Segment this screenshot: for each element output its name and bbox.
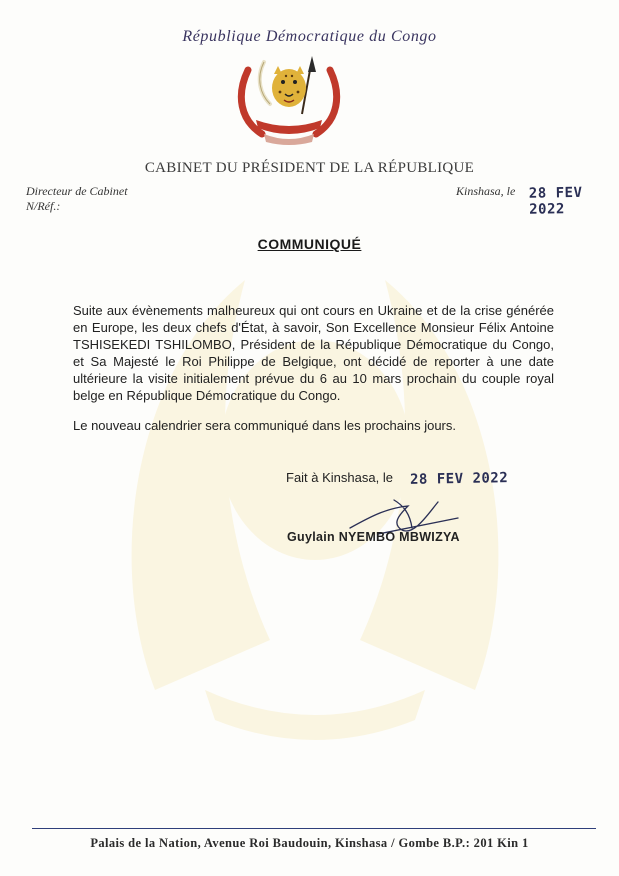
body-paragraph: Le nouveau calendrier sera communiqué dans les prochains jours.: [73, 418, 456, 433]
footer-address: Palais de la Nation, Avenue Roi Baudouin, Kinshasa / Gombe B.P.: 201 Kin 1: [90, 836, 529, 850]
signature-date-stamp: 28 FEV 2022: [409, 470, 509, 488]
date-stamp: 28 FEV 2022: [528, 184, 583, 218]
body-paragraph: Suite aux évènements malheureux qui ont cours en Ukraine et de la crise générée en Europe, les deux chefs d'État, à savoir, Son Excellence Monsieur Félix Antoine TSHISEKEDI TSHILOMBO, Président de la République Démocratique du Congo, et Sa Majesté le Roi Philippe de Belgique, ont décidé de reporter à une date ultérieure la visite initialement prévue du 6 au 10 mars prochain du couple royal belge en République Démocratique du Congo.: [73, 303, 554, 403]
reference-label: N/Réf.:: [26, 199, 61, 213]
document-title: COMMUNIQUÉ: [257, 236, 362, 252]
signer-name: Guylain NYEMBO MBWIZYA: [287, 530, 460, 544]
cabinet-heading: CABINET DU PRÉSIDENT DE LA RÉPUBLIQUE: [144, 160, 475, 176]
sender-meta: [26, 184, 128, 214]
coat-of-arms-icon: [234, 50, 344, 148]
place-date-label: Kinshasa, le: [456, 184, 516, 198]
republic-heading: République Démocratique du Congo: [182, 28, 437, 45]
signature-place-label: Fait à Kinshasa, le: [286, 470, 393, 485]
director-label: Directeur de Cabinet: [26, 184, 128, 198]
footer-divider: [32, 828, 596, 829]
document-body: [73, 302, 554, 434]
